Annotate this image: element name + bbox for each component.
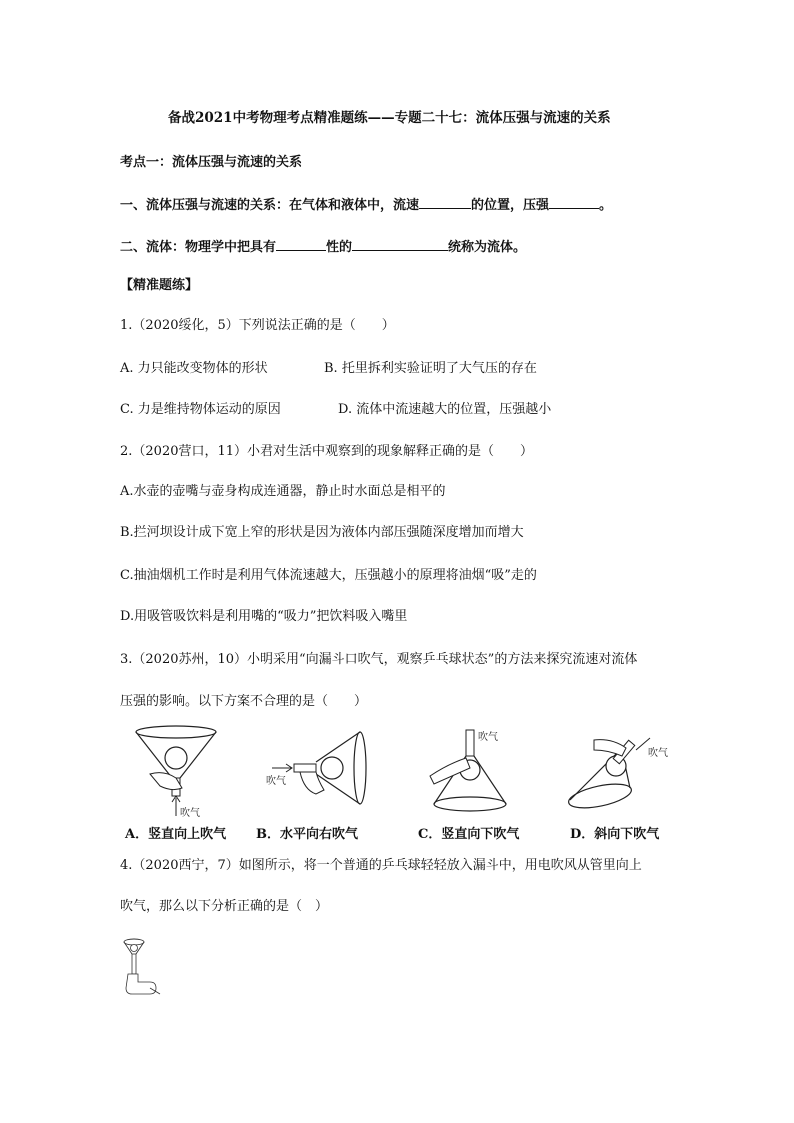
q1-option-b: B. 托里拆利实验证明了大气压的存在: [324, 361, 537, 376]
item2-text-c: 统称为流体。: [448, 240, 527, 255]
q1-stem: 1.（2020绥化，5）下列说法正确的是（ ）: [120, 318, 395, 333]
q4-stem-line2: 吹气，那么以下分析正确的是（ ）: [120, 899, 329, 914]
fill-in-item-1: [120, 196, 612, 214]
practice-heading: 【精准题练】: [120, 278, 199, 293]
blank-4: [352, 238, 448, 251]
item1-text-a: 一、流体压强与流速的关系：在气体和液体中，流速: [120, 198, 420, 213]
blank-1: [419, 196, 471, 209]
item1-text-b: 的位置，压强: [471, 198, 550, 213]
fill-in-item-2: [120, 238, 526, 256]
figure-a-caption: A．竖直向上吹气: [125, 827, 227, 842]
figure-a-blow-label: 吹气: [180, 808, 200, 819]
blank-3: [276, 238, 326, 251]
blank-2: [549, 196, 599, 209]
figure-d-blow-label: 吹气: [648, 748, 668, 759]
q3-stem-line2: 压强的影响。以下方案不合理的是（ ）: [120, 694, 368, 709]
figure-c-funnel-blow-down: [422, 726, 518, 818]
q1-option-d: D. 流体中流速越大的位置，压强越小: [338, 402, 552, 417]
q2-stem: 2.（2020营口，11）小君对生活中观察到的现象解释正确的是（ ）: [120, 444, 534, 459]
figure-b-funnel-blow-right: [264, 728, 370, 818]
figure-d-caption: D．斜向下吹气: [570, 827, 660, 842]
q2-option-d: D.用吸管吸饮料是利用嘴的“吸力”把饮料吸入嘴里: [120, 609, 408, 624]
figure-d-funnel-blow-oblique: [566, 726, 676, 818]
section-heading: 考点一：流体压强与流速的关系: [120, 155, 303, 170]
item2-text-a: 二、流体：物理学中把具有: [120, 240, 277, 255]
figure-b-blow-label: 吹气: [266, 776, 286, 787]
page-title: 备战2021中考物理考点精准题练——专题二十七：流体压强与流速的关系: [168, 110, 611, 126]
figure-c-caption: C．竖直向下吹气: [418, 827, 520, 842]
q3-stem-line1: 3.（2020苏州，10）小明采用“向漏斗口吹气，观察乒乓球状态”的方法来探究流速对流体: [120, 652, 638, 667]
item1-text-c: 。: [599, 198, 613, 213]
figure-a-funnel-blow-up: [128, 724, 224, 820]
q2-option-b: B.拦河坝设计成下宽上窄的形状是因为液体内部压强随深度增加而增大: [120, 525, 524, 540]
item2-text-b: 性的: [326, 240, 353, 255]
q4-stem-line1: 4.（2020西宁，7）如图所示，将一个普通的乒乓球轻轻放入漏斗中，用电吹风从管里向上: [120, 858, 642, 873]
figure-b-caption: B．水平向右吹气: [256, 827, 358, 842]
q2-option-c: C.抽油烟机工作时是利用气体流速越大，压强越小的原理将油烟“吸”走的: [120, 568, 537, 583]
q1-option-c: C. 力是维持物体运动的原因: [120, 402, 281, 417]
figure-c-blow-label: 吹气: [478, 732, 498, 743]
figure-funnel-hair-dryer: [118, 936, 164, 1002]
q2-option-a: A.水壶的壶嘴与壶身构成连通器，静止时水面总是相平的: [120, 484, 446, 499]
q1-option-a: A. 力只能改变物体的形状: [120, 361, 268, 376]
